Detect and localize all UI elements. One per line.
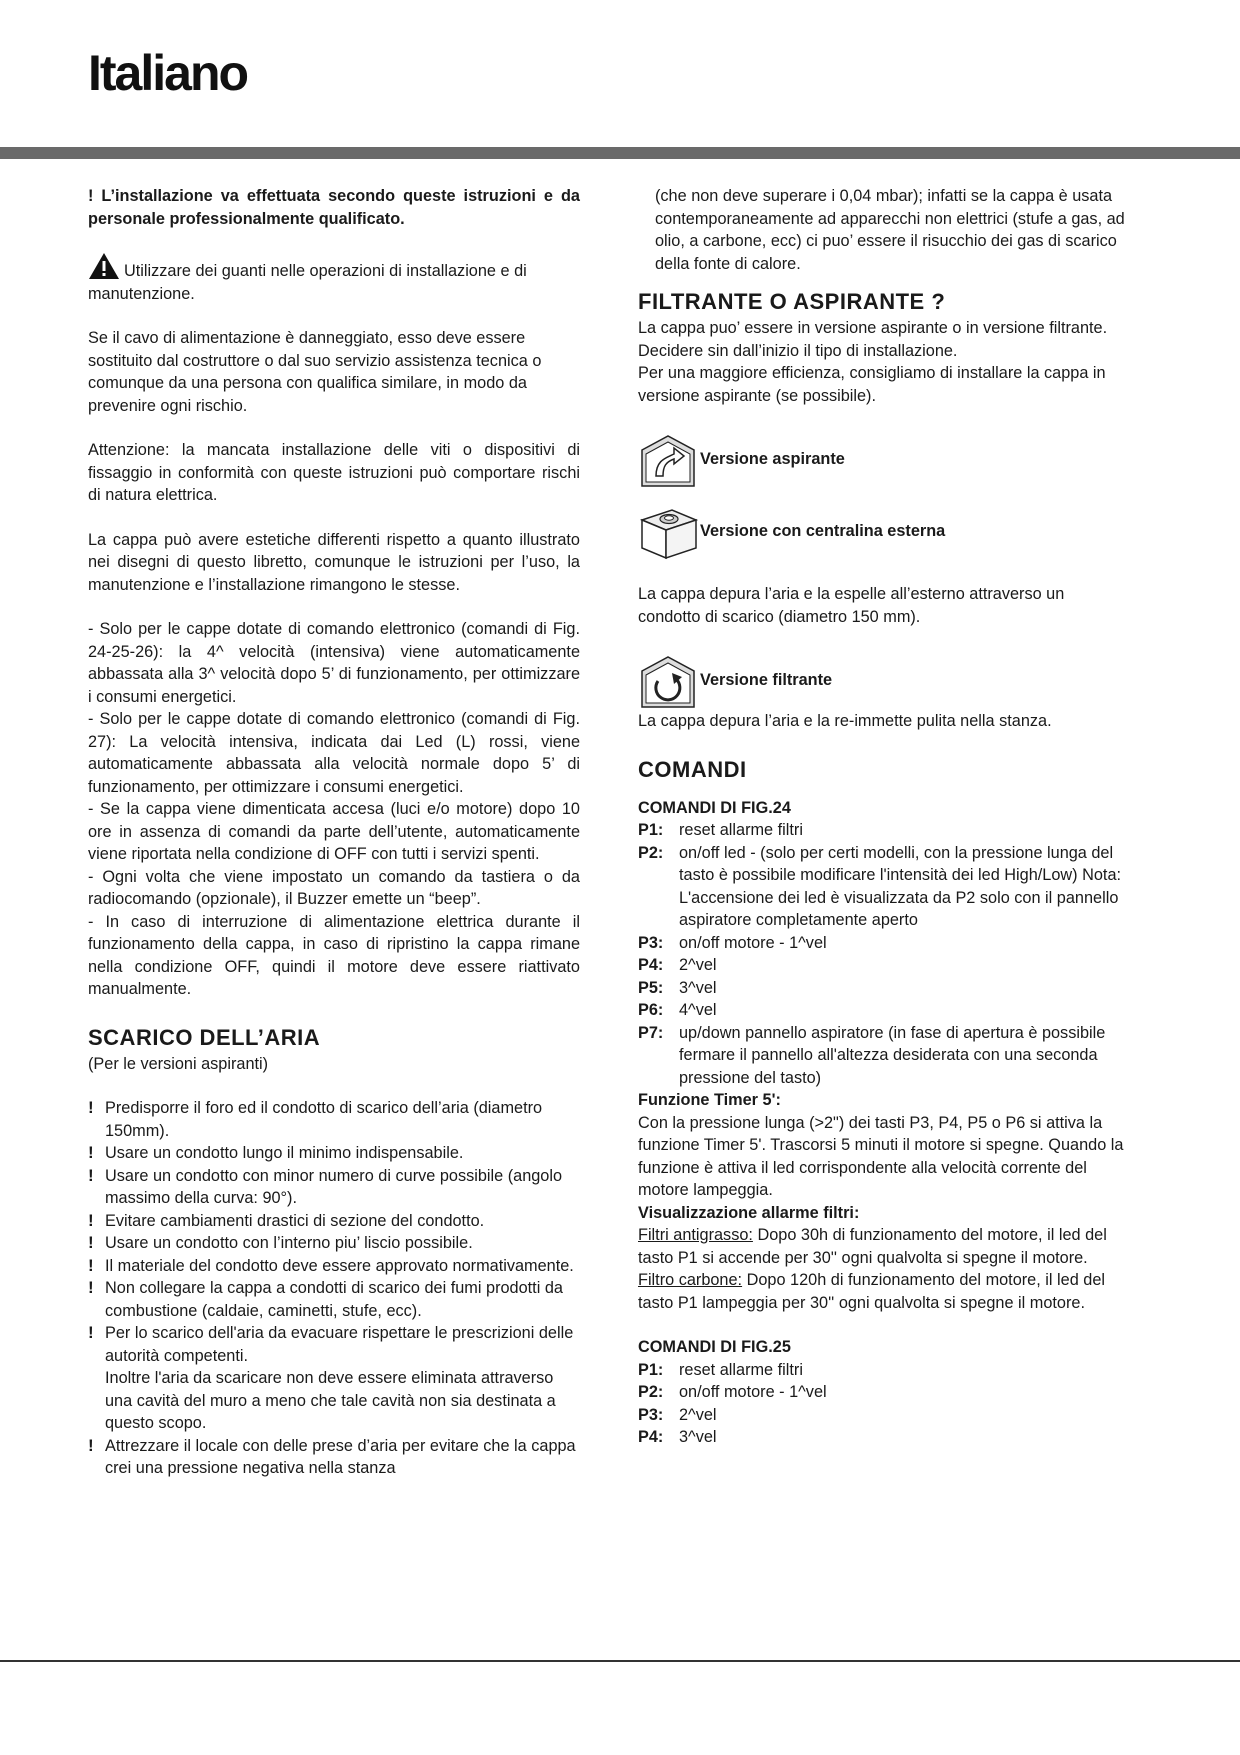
alarm-heading: Visualizzazione allarme filtri:	[638, 1203, 860, 1222]
list-item: P1: reset allarme filtri	[638, 1360, 803, 1379]
versione-aspirante-row	[638, 429, 1128, 489]
aesthetics-paragraph: La cappa può avere estetiche differenti rispetto a quanto illustrato nei disegni di questo libretto, comunque le istruzioni per l’uso, la manutenzione e l’installazione rimangono le stesse.	[88, 530, 580, 594]
note-4: - Ogni volta che viene impostato un comando da tastiera o da radiocomando (opzionale), il Buzzer emette un “beep”.	[88, 867, 580, 908]
bottom-rule	[0, 1660, 1240, 1662]
note-3: - Se la cappa viene dimenticata accesa (luci e/o motore) dopo 10 ore in assenza di comandi da parte dell’utente, automaticamente viene riportata nella condizione di OFF con tutti i servizi spenti.	[88, 800, 580, 863]
recirculation-icon	[638, 651, 698, 709]
versione-filtrante-label: Versione filtrante	[700, 670, 833, 689]
list-item: ! Usare un condotto con minor numero di curve possibile (angolo massimo della curva: 90°).	[88, 1165, 563, 1207]
exclamation-icon: !	[88, 1098, 94, 1117]
external-motor-box-icon	[638, 502, 698, 560]
list-item: ! Non collegare la cappa a condotti di scarico dei fumi prodotti da combustione (caldaie, caminetti, stufe, ecc).	[88, 1278, 563, 1320]
note-2: - Solo per le cappe dotate di comando elettronico (comandi di Fig. 27): La velocità intensiva, indicata dai Led (L) rossi, viene automaticamente abbassata alla velocità normale dopo 5’ di funzionamento, per ottimizzare i consumi energetici.	[88, 710, 580, 796]
page-title: Italiano	[88, 45, 248, 101]
list-item: P4: 2^vel	[638, 956, 717, 974]
note-5: - In caso di interruzione di alimentazione elettrica durante il funzionamento della cappa, in caso di ripristino la cappa rimane nella condizione OFF, quindi il motore deve essere riattivato manualmente.	[88, 912, 580, 998]
fig24-heading: COMANDI DI FIG.24	[638, 798, 791, 817]
list-item: ! Predisporre il foro ed il condotto di scarico dell’aria (diametro 150mm).	[88, 1098, 543, 1140]
list-item: P4: 3^vel	[638, 1428, 717, 1446]
filtrante-p1: La cappa puo’ essere in versione aspirante o in versione filtrante.	[638, 319, 1108, 337]
versione-filtrante-row	[638, 650, 1128, 710]
alarm-grease: Filtri antigrasso: Dopo 30h di funzionamento del motore, il led del tasto P1 si accende per 30'' ogni qualvolta si spegne il motore.	[638, 1226, 1107, 1267]
note-1: - Solo per le cappe dotate di comando elettronico (comandi di Fig. 24-25-26): la 4^ velocità (intensiva) viene automaticamente abbassata alla 3^ velocità dopo 5’ di funzionamento, per ottimizzare i consumi energetici.	[88, 620, 580, 706]
list-item: P5: 3^vel	[638, 978, 717, 997]
versione-centralina-row	[638, 501, 1128, 561]
filtrante-p2: Decidere sin dall’inizio il tipo di installazione.	[638, 341, 958, 360]
intro-warning: ! L’installazione va effettuata secondo queste istruzioni e da personale professionalmente qualificato.	[88, 187, 580, 228]
exclamation-icon: !	[88, 1323, 94, 1342]
cable-paragraph: Se il cavo di alimentazione è danneggiato, esso deve essere sostituito dal costruttore o dal suo servizio assistenza tecnica o comunque da una persona con qualifica similare, in modo da prevenire ogni rischio.	[88, 329, 542, 415]
fig25-list	[638, 1359, 1128, 1449]
exclamation-icon: !	[88, 1210, 94, 1230]
filtrante-heading: FILTRANTE O ASPIRANTE ?	[638, 289, 946, 314]
warning-triangle-icon	[88, 252, 120, 280]
list-item: P2: on/off led - (solo per certi modelli, con la pressione lunga del tasto è possibile modificare l'intensità dei led High/Low) Nota: L'accensione dei led è visualizzata da P2 solo con il pannello aspiratore completamente aperto	[638, 843, 1122, 929]
filtrante-p3: Per una maggiore efficienza, consigliamo di installare la cappa in versione aspirante (se possibile).	[638, 364, 1106, 405]
list-item: P2: on/off motore - 1^vel	[638, 1383, 827, 1401]
versione-aspirante-label: Versione aspirante	[700, 449, 845, 468]
left-column	[88, 185, 580, 1480]
list-item: P3: 2^vel	[638, 1405, 717, 1424]
timer-heading: Funzione Timer 5':	[638, 1091, 781, 1109]
list-item: ! Per lo scarico dell'aria da evacuare rispettare le prescrizioni delle autorità competenti. Inoltre l'aria da scaricare non deve essere eliminata attraverso una cavità del muro a meno che tale cavità non sia destinata a questo scopo.	[88, 1323, 574, 1432]
filtrante-description: La cappa depura l’aria e la re-immette pulita nella stanza.	[638, 712, 1052, 730]
scarico-subtitle: (Per le versioni aspiranti)	[88, 1054, 269, 1073]
attention-paragraph: Attenzione: la mancata installazione delle viti o dispositivi di fissaggio in conformità con queste istruzioni può comportare rischi di natura elettrica.	[88, 441, 580, 504]
list-item: ! Attrezzare il locale con delle prese d’aria per evitare che la cappa crei una pressione negativa nella stanza	[88, 1435, 576, 1477]
exclamation-icon: !	[88, 1233, 94, 1252]
exclamation-icon: !	[88, 1255, 94, 1275]
aspirante-description: La cappa depura l’aria e la espelle all’esterno attraverso un condotto di scarico (diametro 150 mm).	[638, 585, 1065, 626]
list-item: P3: on/off motore - 1^vel	[638, 933, 827, 952]
gloves-text: Utilizzare dei guanti nelle operazioni di installazione e di manutenzione.	[88, 262, 527, 303]
list-item: ! Usare un condotto lungo il minimo indispensabile.	[88, 1142, 580, 1165]
comandi-heading: COMANDI	[638, 756, 747, 782]
list-item: P6: 4^vel	[638, 1001, 717, 1019]
exclamation-icon: !	[88, 1143, 94, 1162]
scarico-list	[88, 1097, 580, 1480]
duct-exhaust-icon	[638, 430, 698, 488]
fig25-heading: COMANDI DI FIG.25	[638, 1338, 791, 1356]
exclamation-icon: !	[88, 1165, 94, 1185]
list-item: P7: up/down pannello aspiratore (in fase di apertura è possibile fermare il pannello all'altezza desiderata con una seconda pressione del tasto)	[638, 1023, 1106, 1087]
scarico-heading: SCARICO DELL’ARIA	[88, 1024, 321, 1050]
continuation-paragraph: (che non deve superare i 0,04 mbar); infatti se la cappa è usata contemporaneamente ad apparecchi non elettrici (stufe a gas, ad olio, a carbone, ecc) ci puo’ essere il risucchio dei gas di scarico della fonte di calore.	[655, 187, 1125, 273]
versione-centralina-label: Versione con centralina esterna	[700, 521, 946, 540]
alarm-carbon: Filtro carbone: Dopo 120h di funzionamento del motore, il led del tasto P1 lampeggia per 30'' ogni qualvolta si spegne il motore.	[638, 1271, 1106, 1312]
fig24-list	[638, 819, 1128, 1089]
list-item: ! Evitare cambiamenti drastici di sezione del condotto.	[88, 1210, 580, 1233]
list-item: ! Il materiale del condotto deve essere approvato normativamente.	[88, 1255, 580, 1278]
list-item: ! Usare un condotto con l’interno piu’ liscio possibile.	[88, 1232, 580, 1255]
timer-text: Con la pressione lunga (>2") dei tasti P3, P4, P5 o P6 si attiva la funzione Timer 5'. Trascorsi 5 minuti il motore si spegne. Quando la funzione è attiva il led corrispondente alla velocità corrente del motore lampeggia.	[638, 1113, 1124, 1199]
right-column	[638, 185, 1128, 1449]
exclamation-icon: !	[88, 1278, 94, 1297]
gloves-note	[88, 252, 580, 305]
exclamation-icon: !	[88, 1435, 94, 1455]
list-item: P1: reset allarme filtri	[638, 821, 803, 839]
top-rule	[0, 147, 1240, 159]
